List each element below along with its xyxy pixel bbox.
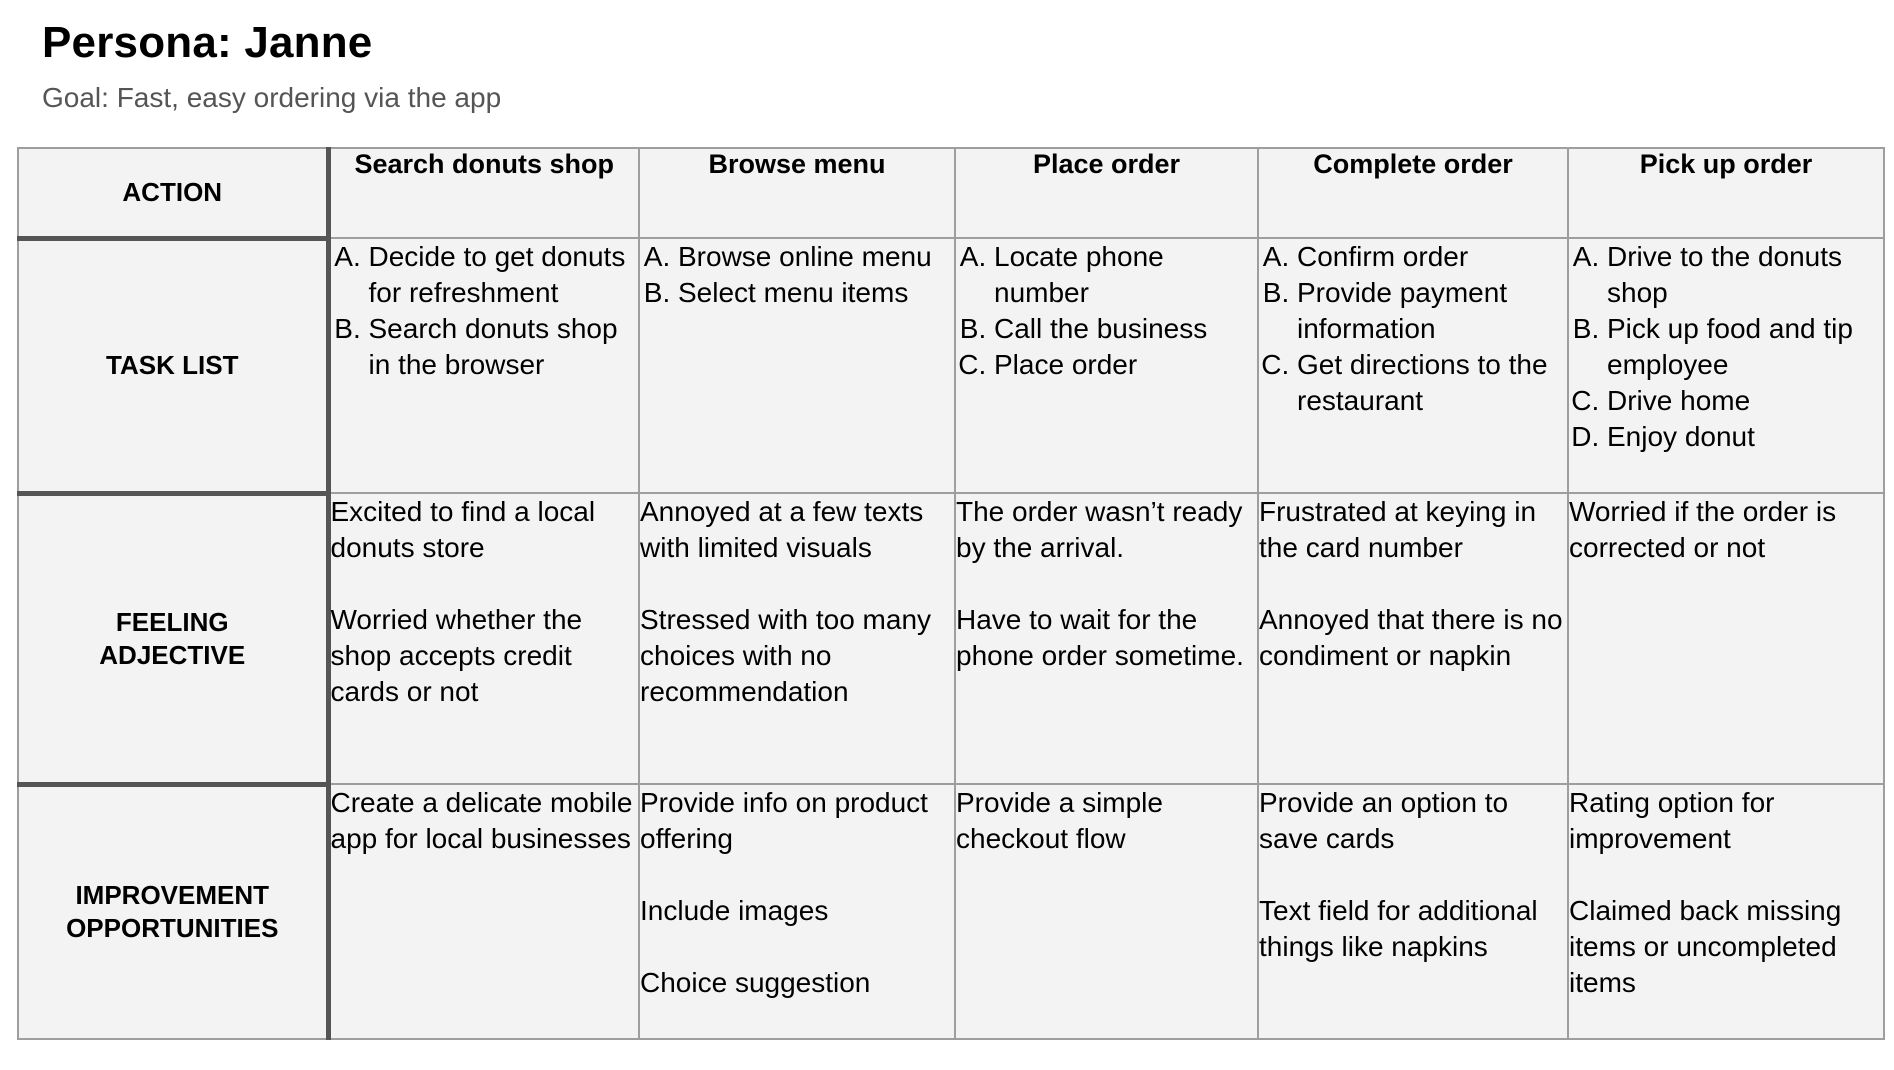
improvement-text: Provide an option to save cards bbox=[1259, 787, 1509, 854]
task-list-row bbox=[18, 238, 1884, 493]
row-label-feeling-line2: ADJECTIVE bbox=[99, 639, 246, 670]
feeling-text: Stressed with too many choices with no recommendation bbox=[640, 604, 932, 707]
task-item: C. Place order bbox=[994, 347, 1257, 383]
row-label-feeling-line1: FEELING bbox=[115, 606, 229, 637]
task-item: B. Pick up food and tip employee bbox=[1607, 311, 1883, 383]
improvement-text: Choice suggestion bbox=[640, 967, 871, 998]
task-cell-search bbox=[328, 238, 639, 493]
task-item: A. Locate phone number bbox=[994, 239, 1257, 311]
row-label-task-list-text: TASK LIST bbox=[106, 350, 239, 380]
task-cell-place bbox=[955, 238, 1258, 493]
stage-browse-menu: Browse menu bbox=[639, 148, 955, 238]
corner-action-label: ACTION bbox=[18, 148, 328, 238]
improvement-text: Create a delicate mobile app for local businesses bbox=[330, 787, 633, 854]
stage-place-order: Place order bbox=[955, 148, 1258, 238]
improvement-cell-browse bbox=[639, 784, 955, 1039]
task-item: C. Get directions to the restaurant bbox=[1297, 347, 1567, 419]
task-cell-browse bbox=[639, 238, 955, 493]
row-label-feeling bbox=[18, 493, 328, 784]
improvement-text: Include images bbox=[640, 895, 829, 926]
task-item: B. Call the business bbox=[994, 311, 1257, 347]
feeling-text: The order wasn’t ready by the arrival. bbox=[956, 496, 1243, 563]
feeling-row bbox=[18, 493, 1884, 784]
improvement-cell-place bbox=[955, 784, 1258, 1039]
stage-header-row bbox=[18, 148, 1884, 238]
feeling-cell-pickup bbox=[1568, 493, 1884, 784]
improvement-cell-pickup bbox=[1568, 784, 1884, 1039]
task-item: A. Confirm order bbox=[1297, 239, 1567, 275]
feeling-text: Annoyed at a few texts with limited visuals bbox=[640, 496, 924, 563]
improvement-text: Rating option for improvement bbox=[1569, 787, 1775, 854]
improvement-cell-search bbox=[328, 784, 639, 1039]
feeling-text: Frustrated at keying in the card number bbox=[1259, 496, 1537, 563]
task-item: B. Provide payment information bbox=[1297, 275, 1567, 347]
feeling-text: Have to wait for the phone order sometime. bbox=[956, 604, 1244, 671]
task-item: B. Search donuts shop in the browser bbox=[369, 311, 639, 383]
task-cell-complete bbox=[1258, 238, 1568, 493]
row-label-improvement-line2: OPPORTUNITIES bbox=[66, 913, 279, 944]
improvement-text: Text field for additional things like napkins bbox=[1259, 895, 1538, 962]
feeling-text: Worried whether the shop accepts credit cards or not bbox=[330, 604, 583, 707]
page-title: Persona: Janne bbox=[42, 18, 373, 67]
improvement-text: Claimed back missing items or uncompleted items bbox=[1569, 895, 1842, 998]
stage-pick-up-order: Pick up order bbox=[1568, 148, 1884, 238]
task-item: D. Enjoy donut bbox=[1607, 419, 1883, 455]
improvement-row bbox=[18, 784, 1884, 1039]
feeling-cell-place bbox=[955, 493, 1258, 784]
improvement-text: Provide info on product offering bbox=[640, 787, 928, 854]
stage-search-donuts-shop: Search donuts shop bbox=[328, 148, 639, 238]
task-item: A. Drive to the donuts shop bbox=[1607, 239, 1883, 311]
task-item: A. Browse online menu bbox=[678, 239, 954, 275]
row-label-task-list bbox=[18, 238, 328, 493]
feeling-cell-browse bbox=[639, 493, 955, 784]
page-goal: Goal: Fast, easy ordering via the app bbox=[42, 82, 502, 113]
journey-map-table bbox=[17, 147, 1885, 1040]
row-label-improvement bbox=[18, 784, 328, 1039]
row-label-improvement-line1: IMPROVEMENT bbox=[75, 880, 270, 911]
improvement-text: Provide a simple checkout flow bbox=[956, 787, 1163, 854]
feeling-cell-complete bbox=[1258, 493, 1568, 784]
improvement-cell-complete bbox=[1258, 784, 1568, 1039]
task-cell-pickup bbox=[1568, 238, 1884, 493]
task-item: A. Decide to get donuts for refreshment bbox=[369, 239, 639, 311]
feeling-cell-search bbox=[328, 493, 639, 784]
feeling-text: Excited to find a local donuts store bbox=[330, 496, 596, 563]
task-item: C. Drive home bbox=[1607, 383, 1883, 419]
task-item: B. Select menu items bbox=[678, 275, 954, 311]
stage-complete-order: Complete order bbox=[1258, 148, 1568, 238]
feeling-text: Annoyed that there is no condiment or napkin bbox=[1259, 604, 1563, 671]
feeling-text: Worried if the order is corrected or not bbox=[1569, 496, 1837, 563]
